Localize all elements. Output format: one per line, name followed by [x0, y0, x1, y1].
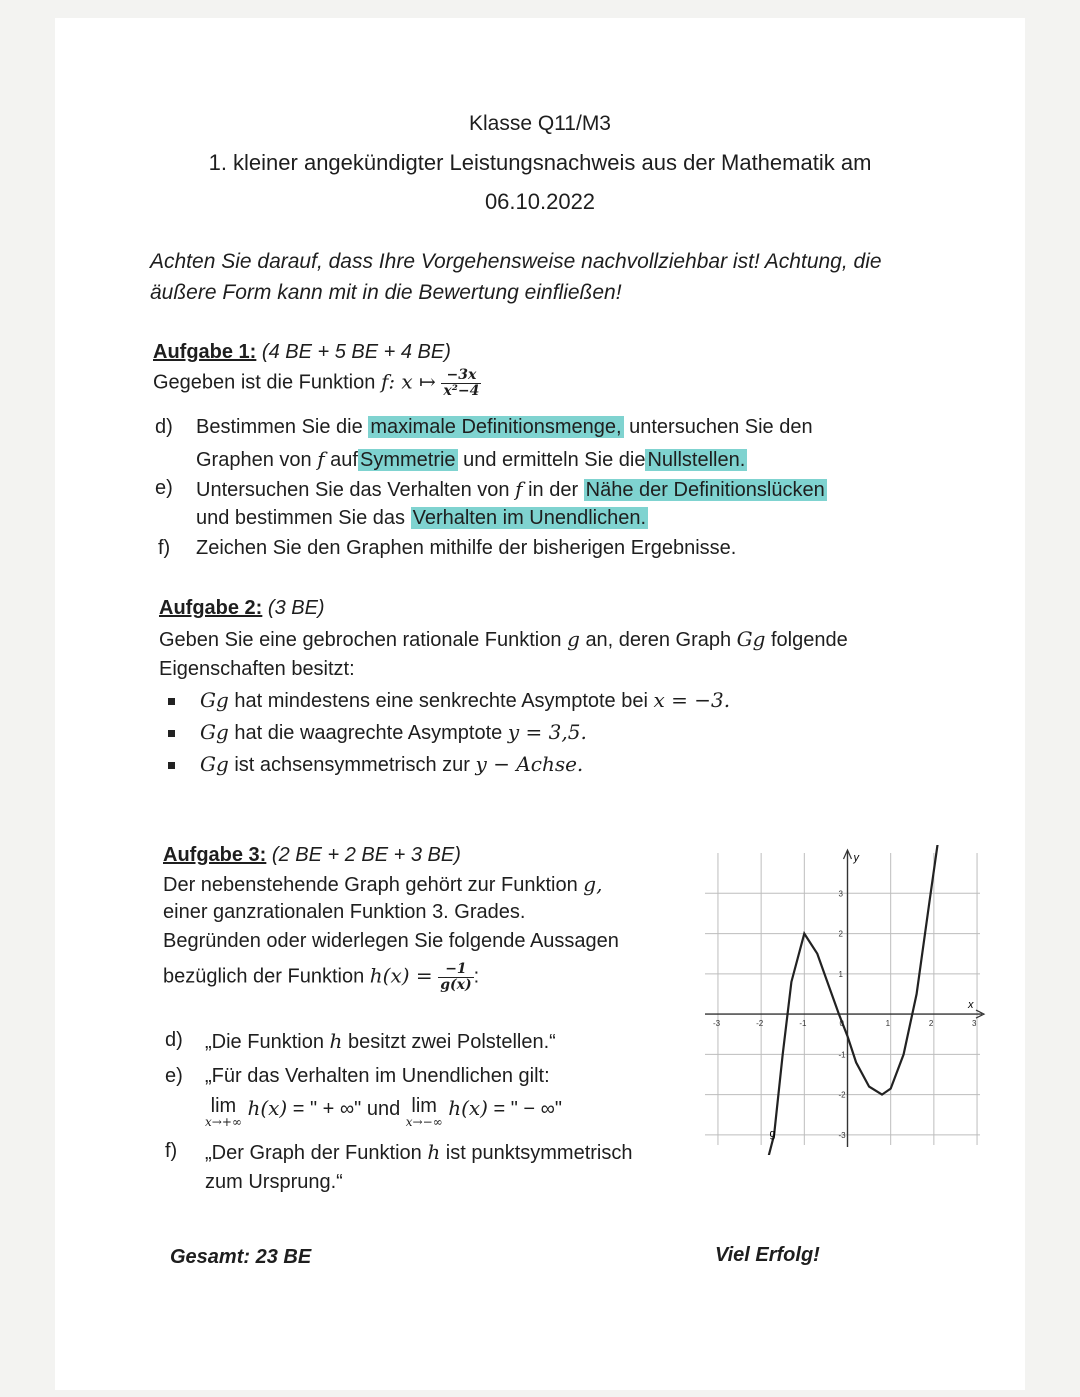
task3-limits: [205, 1096, 562, 1128]
limit-plus-infinity: [205, 1096, 242, 1128]
task2-b1-math: x = −3.: [653, 688, 731, 712]
y-tick-label: -1: [838, 1050, 846, 1060]
task3-fraction: [438, 962, 473, 992]
task2-line2: Eigenschaften besitzt:: [159, 658, 355, 680]
y-tick-label: 2: [838, 929, 843, 939]
x-tick-label: -2: [756, 1019, 764, 1029]
x-tick-label: 2: [928, 1019, 934, 1029]
task3-frac-num: −1: [438, 962, 473, 978]
task3-title: Aufgabe 3:: [163, 844, 267, 866]
task3-heading: [163, 844, 461, 867]
x-tick-label: 0: [839, 1019, 844, 1029]
task3-d-letter: d): [165, 1029, 183, 1051]
task1-e-line2: [196, 507, 648, 530]
task3-d-b: besitzt zwei Polstellen.“: [347, 1031, 556, 1053]
task3-line3: Begründen oder widerlegen Sie folgende Aussagen: [163, 930, 619, 952]
task2-line1-a: Geben Sie eine gebrochen rationale Funktion: [159, 629, 562, 651]
bullet-marker: [168, 698, 175, 705]
y-tick-label: -2: [838, 1090, 846, 1100]
task2-bullet-1: [200, 688, 730, 713]
total-points: Gesamt: 23 BE: [170, 1246, 312, 1268]
task3-line2: einer ganzrationalen Funktion 3. Grades.: [163, 901, 526, 923]
task3-g: g,: [583, 872, 603, 896]
task1-e2-text-a: und bestimmen Sie das: [196, 507, 406, 529]
task1-f-letter: f): [158, 537, 171, 559]
lim-value: = " − ∞": [493, 1098, 563, 1120]
task1-d2-text-a: Graphen von: [196, 449, 312, 471]
task1-title: Aufgabe 1:: [153, 341, 257, 363]
good-luck: Viel Erfolg!: [715, 1244, 820, 1266]
y-tick-label: -3: [838, 1130, 846, 1140]
task1-e-text-b: in der: [528, 479, 579, 501]
task3-f-letter: f): [165, 1140, 178, 1162]
task1-given: [153, 368, 481, 398]
task1-e-text-a: Untersuchen Sie das Verhalten von: [196, 479, 510, 501]
function-graph: [705, 845, 990, 1155]
task2-title: Aufgabe 2:: [159, 597, 263, 619]
instructions-line-2: äußere Form kann mit in die Bewertung einfließen!: [150, 281, 622, 304]
task2-Gg: Gg: [736, 627, 766, 651]
task1-d2-text-b: auf: [330, 449, 358, 471]
bullet-marker: [168, 730, 175, 737]
x-axis-label: x: [968, 999, 974, 1012]
task3-f-b: ist punktsymmetrisch: [445, 1142, 633, 1164]
lim-expr: h(x): [247, 1096, 288, 1120]
y-tick-label: 1: [838, 969, 843, 979]
task2-b3-math: y − Achse.: [475, 752, 584, 776]
task3-e-text: „Für das Verhalten im Unendlichen gilt:: [205, 1065, 550, 1087]
task3-e-letter: e): [165, 1065, 183, 1087]
task1-d-letter: d): [155, 416, 173, 438]
task2-line1-c: folgende: [771, 629, 848, 651]
lim-expr: h(x): [448, 1096, 488, 1120]
graph-axes: [705, 850, 984, 1147]
task3-line1: [163, 872, 602, 897]
task3-d-text: [205, 1029, 556, 1054]
task2-b3-Gg: Gg: [200, 752, 229, 776]
task2-b1-text: hat mindestens eine senkrechte Asymptote bei: [234, 690, 648, 712]
class-line: Klasse Q11/M3: [468, 112, 611, 135]
task3-line4-a: bezüglich der Funktion: [163, 965, 365, 988]
task2-points: (3 BE): [267, 597, 325, 619]
task2-b1-Gg: Gg: [200, 688, 229, 712]
x-tick-label: -3: [712, 1019, 721, 1029]
exam-date: 06.10.2022: [484, 189, 596, 214]
task1-d-text-a: Bestimmen Sie die: [196, 416, 363, 438]
task1-d2-f: f: [317, 447, 325, 471]
task1-d-line2: [196, 447, 747, 472]
bullet-marker: [168, 762, 175, 769]
x-tick-label: 3: [972, 1019, 977, 1029]
task3-d-a: „Die Funktion: [205, 1031, 324, 1053]
task1-e-line1: [196, 477, 827, 502]
task2-line1: [159, 627, 848, 652]
task3-frac-den: g(x): [440, 976, 472, 993]
task3-h-def: h(x) =: [369, 963, 433, 988]
task1-points: (4 BE + 5 BE + 4 BE): [261, 341, 451, 363]
task2-bullet-2: [200, 720, 587, 745]
task2-line1-b: an, deren Graph: [585, 629, 732, 651]
lim-word: lim: [411, 1095, 437, 1117]
highlight-symmetrie: Symmetrie: [359, 449, 456, 471]
lim-sub: x→+∞: [205, 1115, 242, 1129]
task2-b2-math: y = 3,5.: [507, 720, 587, 744]
task1-e-f: f: [515, 477, 523, 501]
task2-g: g: [567, 627, 580, 651]
task1-e-letter: e): [155, 477, 173, 499]
highlight-definitionsluecken: Nähe der Definitionslücken: [585, 479, 825, 501]
task1-frac-num: −3x: [441, 368, 481, 384]
task1-fraction: [441, 368, 481, 398]
x-tick-label: -1: [799, 1019, 807, 1029]
task3-points: (2 BE + 2 BE + 3 BE): [271, 844, 461, 866]
und-word: und: [366, 1098, 401, 1120]
task3-f-a: „Der Graph der Funktion: [205, 1142, 422, 1164]
exam-title: 1. kleiner angekündigter Leistungsnachweis aus der Mathematik am: [208, 150, 872, 175]
task2-bullet-3: [200, 752, 583, 777]
task2-b2-text: hat die waagrechte Asymptote: [234, 722, 503, 744]
task3-f-line2: zum Ursprung.“: [205, 1171, 343, 1193]
y-tick-label: 3: [838, 889, 843, 899]
series-line-g: [768, 845, 939, 1155]
curve-label: g: [769, 1128, 776, 1140]
task3-line1-a: Der nebenstehende Graph gehört zur Funktion: [163, 874, 578, 896]
task1-heading: [153, 341, 451, 364]
task3-f-h: h: [427, 1140, 441, 1164]
task3-colon: :: [473, 965, 480, 988]
highlight-definitionsmenge: maximale Definitionsmenge,: [370, 416, 622, 438]
highlight-unendlichen: Verhalten im Unendlichen.: [412, 507, 647, 529]
task1-d-text-b: untersuchen Sie den: [629, 416, 813, 438]
instructions-line-1: Achten Sie darauf, dass Ihre Vorgehensweise nachvollziehbar ist! Achtung, die: [150, 250, 882, 273]
lim-value: = " + ∞": [292, 1098, 362, 1120]
lim-sub: x→−∞: [405, 1115, 443, 1129]
task1-frac-den: x²−4: [443, 382, 480, 399]
task2-b3-text: ist achsensymmetrisch zur: [234, 754, 470, 776]
limit-minus-infinity: [406, 1096, 443, 1128]
task3-f-line1: [205, 1140, 633, 1165]
highlight-nullstellen: Nullstellen.: [647, 449, 746, 471]
task1-f-text: Zeichen Sie den Graphen mithilfe der bisherigen Ergebnisse.: [196, 537, 737, 559]
task3-line4: [163, 962, 479, 992]
task1-func-lhs: f: x ↦: [380, 369, 436, 394]
task1-given-text: Gegeben ist die Funktion: [153, 371, 376, 394]
x-tick-label: 1: [885, 1019, 891, 1029]
task1-d-line1: [196, 416, 813, 439]
y-axis-label: y: [853, 852, 859, 864]
task1-d2-text-c: und ermitteln Sie die: [463, 449, 646, 471]
task3-d-h: h: [329, 1029, 343, 1053]
task2-b2-Gg: Gg: [200, 720, 229, 744]
task2-heading: [159, 597, 325, 620]
lim-word: lim: [210, 1095, 237, 1117]
